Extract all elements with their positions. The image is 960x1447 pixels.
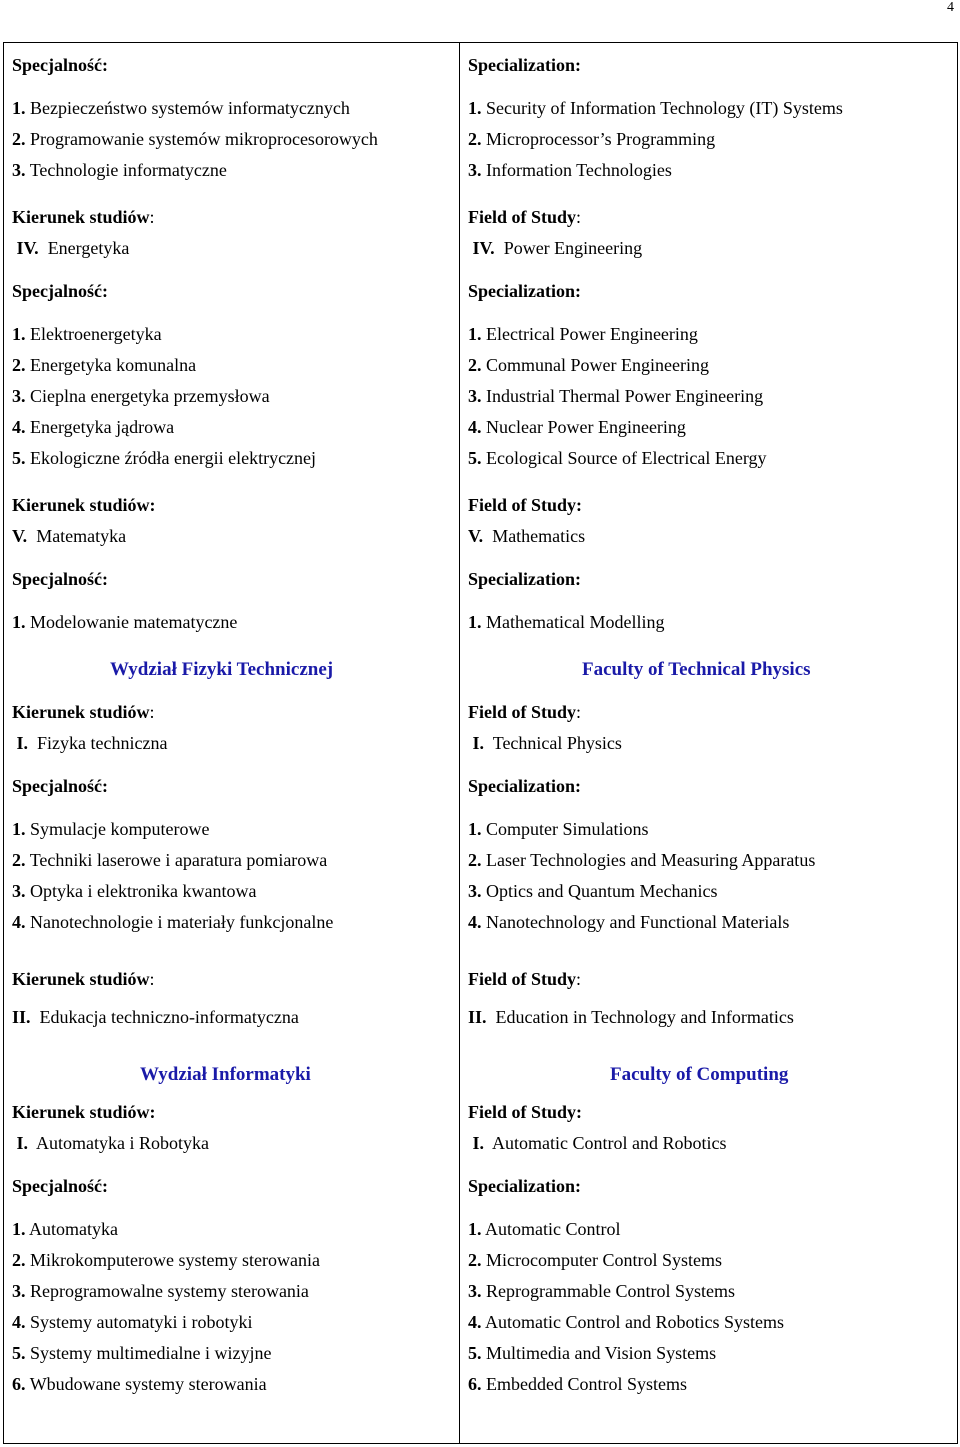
list-item: 1. Symulacje komputerowe [12, 819, 210, 839]
polish-column [4, 43, 460, 1444]
faculty-heading: Wydział Fizyki Technicznej [110, 659, 334, 680]
spec-label: Specialization: [468, 281, 581, 301]
list-item: 1. Computer Simulations [468, 819, 649, 839]
spec-label: Specjalność: [12, 569, 108, 589]
list-item: 1. Elektroenergetyka [12, 324, 162, 344]
field-name: II. Education in Technology and Informatics [468, 1007, 794, 1027]
spec-label: Specialization: [468, 55, 581, 75]
spec-label: Specjalność: [12, 776, 108, 796]
list-item: 3. Information Technologies [468, 160, 672, 180]
list-item: 1. Automatic Control [468, 1219, 621, 1239]
list-item: 4. Energetyka jądrowa [12, 417, 175, 437]
field-name: IV. Energetyka [16, 238, 130, 258]
field-label: Field of Study: [468, 207, 582, 227]
list-item: 2. Microprocessor’s Programming [468, 129, 716, 149]
list-item: 5. Ecological Source of Electrical Energy [468, 448, 767, 468]
list-item: 4. Automatic Control and Robotics Systems [468, 1312, 785, 1332]
list-item: 1. Bezpieczeństwo systemów informatycznych [12, 98, 350, 118]
field-label: Kierunek studiów: [12, 969, 155, 989]
page-number: 4 [947, 0, 954, 15]
list-item: 2. Communal Power Engineering [468, 355, 709, 375]
list-item: 5. Systemy multimedialne i wizyjne [12, 1343, 272, 1363]
field-label: Kierunek studiów: [12, 207, 155, 227]
field-label: Field of Study: [468, 969, 582, 989]
list-item: 3. Reprogrammable Control Systems [468, 1281, 735, 1301]
list-item: 2. Techniki laserowe i aparatura pomiarowa [12, 850, 328, 870]
list-item: 1. Electrical Power Engineering [468, 324, 698, 344]
list-item: 3. Industrial Thermal Power Engineering [468, 386, 764, 406]
spec-label: Specjalność: [12, 281, 108, 301]
field-label: Kierunek studiów: [12, 495, 156, 515]
list-item: 4. Nanotechnology and Functional Materials [468, 912, 790, 932]
field-name: IV. Power Engineering [472, 238, 643, 258]
specializations-table [3, 42, 958, 1444]
list-item: 4. Systemy automatyki i robotyki [12, 1312, 253, 1332]
spec-label: Specialization: [468, 569, 581, 589]
list-item: 4. Nanotechnologie i materiały funkcjonalne [12, 912, 334, 932]
list-item: 3. Cieplna energetyka przemysłowa [12, 386, 270, 406]
list-item: 1. Modelowanie matematyczne [12, 612, 238, 632]
faculty-heading: Faculty of Computing [610, 1064, 789, 1085]
list-item: 3. Optics and Quantum Mechanics [468, 881, 718, 901]
field-name: V. Mathematics [468, 526, 586, 546]
list-item: 5. Ekologiczne źródła energii elektrycznej [12, 448, 317, 468]
spec-label: Specialization: [468, 1176, 581, 1196]
field-name: V. Matematyka [12, 526, 127, 546]
list-item: 6. Wbudowane systemy sterowania [12, 1374, 267, 1394]
list-item: 2. Mikrokomputerowe systemy sterowania [12, 1250, 320, 1270]
faculty-heading: Wydział Informatyki [140, 1064, 311, 1085]
field-name: I. Technical Physics [472, 733, 622, 753]
field-label: Kierunek studiów: [12, 1102, 156, 1122]
list-item: 2. Programowanie systemów mikroprocesorowych [12, 129, 378, 149]
list-item: 4. Nuclear Power Engineering [468, 417, 686, 437]
list-item: 3. Technologie informatyczne [12, 160, 227, 180]
field-label: Kierunek studiów: [12, 702, 155, 722]
field-label: Field of Study: [468, 702, 582, 722]
list-item: 1. Automatyka [12, 1219, 118, 1239]
faculty-heading: Faculty of Technical Physics [582, 659, 811, 680]
list-item: 2. Energetyka komunalna [12, 355, 197, 375]
list-item: 1. Security of Information Technology (IT) Systems [468, 98, 843, 118]
list-item: 1. Mathematical Modelling [468, 612, 665, 632]
list-item: 2. Microcomputer Control Systems [468, 1250, 722, 1270]
field-name: I. Automatyka i Robotyka [16, 1133, 210, 1153]
list-item: 2. Laser Technologies and Measuring Apparatus [468, 850, 816, 870]
field-name: I. Fizyka techniczna [16, 733, 168, 753]
spec-label: Specjalność: [12, 55, 108, 75]
english-column [460, 43, 958, 1444]
list-item: 6. Embedded Control Systems [468, 1374, 687, 1394]
list-item: 3. Reprogramowalne systemy sterowania [12, 1281, 309, 1301]
table-row [4, 43, 958, 1444]
field-name: I. Automatic Control and Robotics [472, 1133, 727, 1153]
field-name: II. Edukacja techniczno-informatyczna [12, 1007, 299, 1027]
field-label: Field of Study: [468, 1102, 583, 1122]
list-item: 5. Multimedia and Vision Systems [468, 1343, 717, 1363]
spec-label: Specialization: [468, 776, 581, 796]
spec-label: Specjalność: [12, 1176, 108, 1196]
field-label: Field of Study: [468, 495, 583, 515]
list-item: 3. Optyka i elektronika kwantowa [12, 881, 257, 901]
